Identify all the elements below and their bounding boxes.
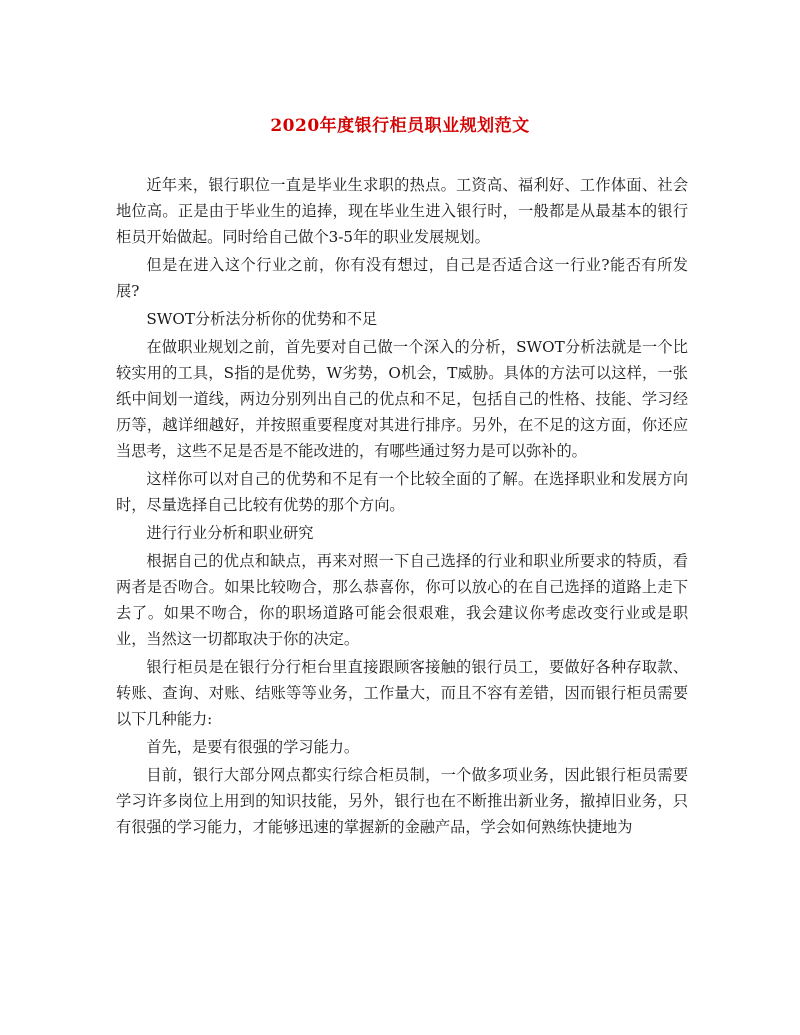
section-heading: 进行行业分析和职业研究 (146, 524, 314, 542)
document-title: 2020年度银行柜员职业规划范文 (270, 116, 530, 136)
paragraph: 银行柜员是在银行分行柜台里直接跟顾客接触的银行员工，要做好各种存取款、转账、查询、对账、结账等等业务，工作量大，而且不容有差错，因而银行柜员需要以下几种能力: (116, 658, 688, 728)
paragraph: 这样你可以对自己的优势和不足有一个比较全面的了解。在选择职业和发展方向时，尽量选择自己比较有优势的那个方向。 (116, 470, 688, 514)
paragraph: 首先，是要有很强的学习能力。 (146, 738, 360, 756)
paragraph: 但是在进入这个行业之前，你有没有想过，自己是否适合这一行业?能否有所发展? (116, 256, 688, 300)
paragraph: 近年来，银行职位一直是毕业生求职的热点。工资高、福利好、工作体面、社会地位高。正是由于毕业生的追捧，现在毕业生进入银行时，一般都是从最基本的银行柜员开始做起。同时给自己做个3-5年的职业发展规划。 (116, 176, 688, 246)
paragraph: 在做职业规划之前，首先要对自己做一个深入的分析，SWOT分析法就是一个比较实用的工具，S指的是优势，W劣势，O机会，T威胁。具体的方法可以这样，一张纸中间划一道线，两边分别列出自己的优点和不足，包括自己的性格、技能、学习经历等，越详细越好，并按照重要程度对其进行排序。另外，在不足的这方面，你还应当思考，这些不足是否是不能改进的，有哪些通过努力是可以弥补的。 (116, 338, 688, 460)
paragraph: 根据自己的优点和缺点，再来对照一下自己选择的行业和职业所要求的特质，看两者是否吻合。如果比较吻合，那么恭喜你，你可以放心的在自己选择的道路上走下去了。如果不吻合，你的职场道路可能会很艰难，我会建议你考虑改变行业或是职业，当然这一切都取决于你的决定。 (116, 552, 688, 648)
document-body (116, 172, 688, 840)
section-heading: SWOT分析法分析你的优势和不足 (146, 310, 378, 328)
paragraph: 目前，银行大部分网点都实行综合柜员制，一个做多项业务，因此银行柜员需要学习许多岗位上用到的知识技能，另外，银行也在不断推出新业务，撤掉旧业务，只有很强的学习能力，才能够迅速的掌握新的金融产品，学会如何熟练快捷地为 (116, 766, 688, 836)
